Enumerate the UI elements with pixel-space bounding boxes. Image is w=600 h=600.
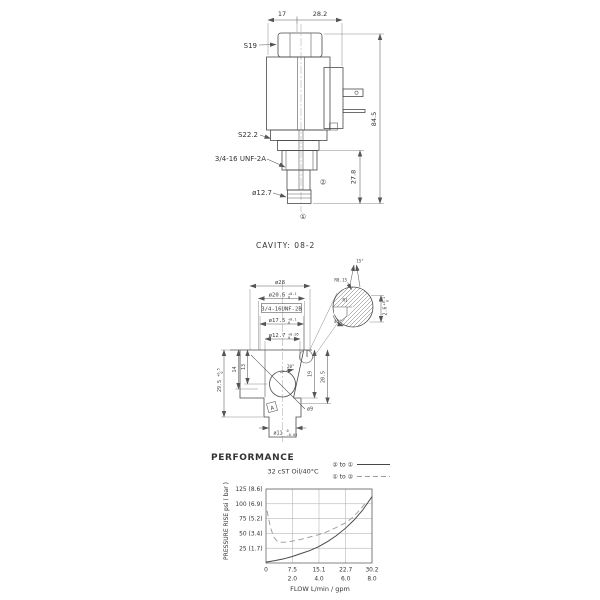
- label-s22-2: S22.2: [237, 131, 258, 139]
- cavity-thread: 3/4-16UNF-2B: [261, 306, 302, 313]
- cavity-dia12-7-sup: +0.05: [288, 332, 299, 337]
- cavity-dia11-sub: -0.05: [286, 433, 298, 438]
- chart-tick-labels: [235, 487, 378, 582]
- dim-27-8: 27.8: [349, 169, 358, 185]
- cavity-dim20-5: 20.5: [320, 370, 327, 384]
- cavity-dia20-6: ø20.6: [268, 292, 286, 299]
- cavity-dia17-5: ø17.5: [268, 318, 286, 324]
- hex-nut: [278, 141, 320, 151]
- legend-label-2to1: ② to ①: [332, 461, 353, 469]
- x-tick-gpm: 8.0: [367, 576, 377, 583]
- dim-17: 17: [277, 10, 287, 18]
- performance-title: PERFORMANCE: [211, 453, 295, 463]
- cavity-angle20: 20°: [287, 364, 295, 369]
- port-1-label: ①: [299, 213, 307, 221]
- label-dia-12-7: ø12.7: [252, 189, 272, 197]
- cavity-dim13: 13: [241, 363, 247, 371]
- cavity-taper-wall: [294, 351, 304, 398]
- detail-dim2-6-sub: 0: [385, 299, 390, 303]
- spade-terminal-upper: [343, 89, 363, 97]
- cavity-dia20-6-sup: +0.1: [288, 291, 297, 296]
- cavity-dia11: ø11: [273, 430, 283, 437]
- legend-label-1to2: ① to ②: [332, 473, 353, 481]
- solenoid-coil: [267, 57, 331, 130]
- seat-detail-view: [333, 259, 390, 328]
- valve-top-nut: [278, 33, 322, 57]
- dim-28-2: 28.2: [312, 10, 328, 18]
- detail-dim2-6-sup: +0.1: [381, 296, 386, 306]
- cavity-dia12-7-sub: 0: [288, 336, 291, 341]
- y-tick: 125 (8.6): [235, 487, 263, 494]
- valve-nose: [288, 190, 312, 204]
- cavity-depth29-5-sup: +0.5: [216, 368, 221, 377]
- label-s19: S19: [243, 42, 257, 50]
- x-tick-lmin: 0: [264, 567, 268, 574]
- x-tick-lmin: 7.5: [287, 567, 298, 574]
- cavity-dim19: 19: [307, 370, 314, 378]
- cavity-dim14: 14: [232, 366, 238, 373]
- detail-angle45: 45°: [333, 319, 342, 324]
- spade-terminal-lower: [343, 110, 365, 113]
- thread-section: [287, 170, 310, 190]
- cavity-drawing: [216, 259, 389, 443]
- x-tick-gpm: 4.0: [314, 576, 324, 583]
- cavity-dia17-5-sub: 0: [288, 321, 291, 326]
- port-2-label: ②: [319, 178, 327, 187]
- cavity-dia12-7: ø12.7: [268, 333, 286, 339]
- y-tick: 100 (6.9): [235, 501, 263, 508]
- cavity-dia11-sup: 0: [286, 429, 289, 434]
- cavity-title: CAVITY: 08-2: [256, 241, 316, 250]
- detail-r0-15: R0.15: [334, 277, 347, 283]
- dim-84-5: 84.5: [370, 111, 378, 127]
- valve-outline-drawing: [215, 10, 384, 221]
- y-tick: 25 (1.7): [239, 546, 263, 553]
- x-tick-lmin: 30.2: [365, 567, 379, 574]
- chart-legend: [332, 462, 390, 481]
- y-axis-label: PRESSURE RISE psi ( bar ): [223, 482, 230, 560]
- chart-gridlines: [266, 489, 372, 563]
- detail-angle15: 15°: [356, 258, 364, 264]
- cavity-depth29-5: 29.5: [217, 379, 223, 393]
- x-tick-lmin: 22.7: [339, 567, 353, 574]
- cavity-dia28: ø28: [274, 280, 286, 286]
- label-thread-2a: 3/4-16 UNF-2A: [214, 155, 266, 163]
- terminal-hole: [355, 91, 358, 94]
- datum-a-label: A: [270, 405, 275, 413]
- datum-flag-a: [266, 401, 277, 412]
- x-tick-lmin: 15.1: [312, 567, 326, 574]
- connector-block: [324, 68, 343, 129]
- valve-body: [282, 151, 317, 171]
- cavity-dia17-5-sup: +0.1: [288, 317, 297, 322]
- cavity-dia9: ø9: [307, 406, 314, 413]
- cavity-dia20-6-sub: 0: [288, 295, 291, 300]
- x-tick-gpm: 2.0: [287, 576, 298, 583]
- cavity-depth29-5-sub: 0: [220, 371, 225, 374]
- x-tick-gpm: 6.0: [340, 576, 351, 583]
- performance-chart: [223, 462, 390, 594]
- y-tick: 75 (5.2): [239, 516, 263, 523]
- detail-r1: R1: [342, 297, 348, 303]
- y-tick: 50 (3.4): [239, 531, 263, 538]
- x-axis-label: FLOW L/min / gpm: [290, 585, 350, 593]
- chart-title: 32 cST Oil/40°C: [267, 467, 319, 476]
- detail-dim2-6: 2.6: [382, 306, 389, 316]
